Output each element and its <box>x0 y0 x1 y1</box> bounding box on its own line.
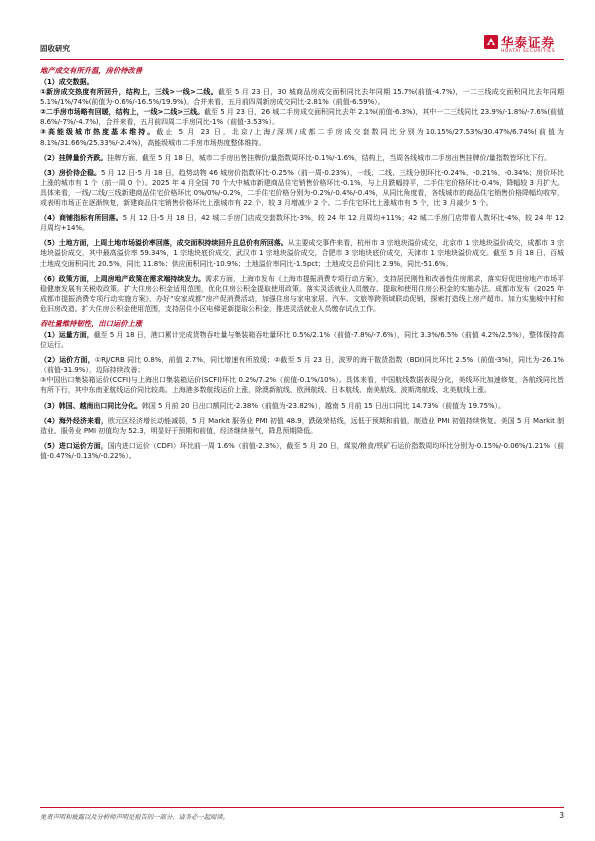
korea-vietnam-body: 韩国 5 月前 20 日出口额同比-2.38%（前值为-23.82%），越南 5 月前 15 日出口同比 14.73%（前值为 19.75%）。 <box>141 401 506 410</box>
freight-rates-lead: （2）运价方面， <box>40 356 95 365</box>
overseas-economy-body: 欧元区经济增长动能减弱，5 月 Markit 服务业 PMI 初值 48.9，跌破荣枯线，远低于预期和前值，制造业 PMI 初值持续恢复。美国 5 月 Markit 制造业、服务业 PMI 初值均为 52.3，明显好于预期和前值，经济继续景气，降息预期降低。 <box>40 416 565 435</box>
house-prices-lead: （3）房价待企稳。 <box>40 168 101 177</box>
item3-body: 截止 5 月 23 日，北京/上海/深圳/成都二手房成交套数同比分别为10.15%/27.53%/30.47%/6.74%(前值为 8.1%/31.66%/25.33%/-2.4%)，高能级城市二手房市场热度整体维持。 <box>40 128 564 147</box>
freight-rates-body-1: ①RJ/CRB 同比 0.8%，前值 2.7%，同比增速有所放缓；②截至 5 月 23 日，波罗的海干散货指数（BDI)同比环比 2.5%（前值-3%)，同比为-26.1%（前值-31.9%），边际持续改善； <box>40 356 565 375</box>
footer-disclaimer: 免责声明和披露以及分析师声明是报告的一部分，请务必一起阅读。 <box>40 814 229 821</box>
item1-body: 截至 5 月 23 日，30 城商品房成交面积同比去年同期 15.7%(前值-4.7%)，一二三线成交面积同比去年同期 5.1%/1%/74%(前值为-0.6%/-16.5%/19.9%)。合并来看，五月前四周新房成交同比-2.81%（前值-6.59%）。 <box>40 88 564 107</box>
volume-body: 截至 5 月 18 日，港口累计完成货物吞吐量与集装箱吞吐量环比 0.5%/2.1%（前值-7.8%/-7.6%），同比 3.3%/6.5%（前值 4.2%/2.5%），整体保持高位运行。 <box>40 330 565 350</box>
logo-mark-icon <box>484 35 498 49</box>
item2-lead: ②二手房市场略有回暖，结构上，一线>二线>三线。 <box>40 108 205 117</box>
store-metrics-body: 5 月 12 日-5 月 18 日，42 城二手房门店成交套数环比-3%，较 24 年 12 月周均+11%；42 城二手房门店带看人数环比-4%，较 24 年 12 月周均+14%。 <box>40 214 564 233</box>
paragraph-import-freight <box>40 441 564 461</box>
house-prices-body: 5 月 12 日-5 月 18 日，趋势动物 46 城房价指数环比-0.25%（前一周-0.23%），一线、二线、三线分别环比-0.24%、-0.21%、-0.34%；房价环比上涨的城市有 1 个（前一周 0 个）。2025 年 4 月全国 70 个大中城市新建商品住宅销售价格环比-0.1%，与上月跌幅持平，二手住宅价格环比-0.4%，降幅较 3 月扩大。具体来看，一线/二线/三线新建商品住宅价格环比 0%/0%/-0.2%，二手住宅价格分别为-0.2%/-0.4%/-0.4%，从同比角度看，各线城市的商品住宅销售价格降幅均收窄，或表明市场正在逐渐恢复，新建商品住宅销售价格环比上涨城市有 22 个，较 3 月增减少 2 个。二手住宅环比上涨城市有 5 个，比 3 月减少 5 个。 <box>40 168 564 208</box>
report-category-tag: 固收研究 <box>40 44 70 53</box>
store-metrics-lead: （4）商铺指标有所回落。 <box>40 214 123 223</box>
land-body: 从主要成交事件来看，杭州市 3 宗地块溢价成交，北京市 1 宗地块溢价成交，成都市 3 宗地块溢价成交，其中最高溢价率 59.34%，1 宗地块底价成交，武汉市 1 宗地块溢价成交，合肥市 3 宗地块底价成交，天津市 1 宗地块溢价成交。截至 5 月 18 日，百城土地成交面积同比 20.5%，同比 11.8%；供应面积同比-10.9%；土地溢价率同比-1.5pct；土地成交总价同比 2.9%，同比-51.6%。 <box>40 239 564 268</box>
paragraph-transaction-data <box>40 77 564 148</box>
paragraph-listings <box>40 153 564 163</box>
paragraph-policy <box>40 274 564 314</box>
logo-chinese-name: 华泰证券 <box>501 35 556 50</box>
paragraph-korea-vietnam <box>40 401 564 411</box>
section-title-shipping: 吞吐量维持韧性，出口运价上涨 <box>40 318 143 328</box>
freight-rates-body-2: ③中国出口集装箱运价(CCFI)与上海出口集装箱运价(SCFI)环比 0.2%/7.2%（前值-0.1%/10%）。具体来看，中国航线数据表现分化，美线环比加速修复，各航线同比皆有所下行，其中东南亚航线运价同比较高。上海港多数航线运价上涨，除澳新航线、欧洲航线、日本航线、南美航线、波斯湾航线、北美航线上涨。 <box>40 376 564 395</box>
subheading-transaction-data: （1）成交数据。 <box>40 78 94 86</box>
volume-lead: （1）运量方面， <box>40 330 94 339</box>
paragraph-house-prices <box>40 168 564 208</box>
item2-body: 截至 5 月 23 日，26 城二手房成交面积同比去年 2.1%(前值-6.3%)，其中一二三线同比 23.9%/-1.8%/-7.6%(前值 8.6%/-7%/-4.7%)，合并来看，五月前四周二手房同比-1%（前值-3.53%）。 <box>40 108 564 127</box>
item3-lead: ③高能级城市热度基本维持。 <box>40 128 157 137</box>
listings-body: 挂牌方面，截至 5 月 18 日，城市二手房出售挂牌价/量指数周环比-0.1%/-1.6%，结构上，当周各线城市二手房出售挂牌价/量指数皆环比下行。 <box>107 153 552 162</box>
listings-lead: （2）挂牌量价齐跌。 <box>40 153 108 162</box>
footer-divider <box>40 807 564 808</box>
page-number: 3 <box>559 811 564 820</box>
report-body <box>40 66 564 466</box>
item1-lead: ①新房成交热度有所回升，结构上，三线>一线>二线。 <box>40 88 218 97</box>
logo-english-name: HUATAI SECURITIES <box>501 49 556 54</box>
policy-lead: （6）政策方面，上周房地产政策在需求端持续发力。 <box>40 274 206 283</box>
paragraph-land <box>40 238 564 268</box>
paragraph-freight-rates <box>40 355 564 395</box>
paragraph-overseas-economy <box>40 416 564 436</box>
paragraph-store-metrics <box>40 213 564 233</box>
paragraph-volume <box>40 330 564 350</box>
import-freight-lead: （5）进口运价方面， <box>40 441 108 450</box>
company-logo <box>484 33 564 57</box>
import-freight-body: 国内进口运价（CDFI）环比前一周 1.6%（前值-2.3%），截至 5 月 20 日，煤炭/粮食/铁矿石运价指数周均环比分别为-0.15%/-0.06%/1.21%（前值-0.47%/-0.13%/-0.22%）。 <box>40 441 565 460</box>
korea-vietnam-lead: （3）韩国、越南出口同比分化。 <box>40 401 142 410</box>
land-lead: （5）土地方面，上周土地市场溢价率回落，成交面积持续回升且总价有所回落。 <box>40 239 288 248</box>
header-divider <box>40 59 564 60</box>
section-title-property: 地产成交有所升温，房价待改善 <box>40 66 143 75</box>
policy-body: 需求方面，上海市发布《上海市提振消费专项行动方案》，支持居民刚性和改善性住房需求，落实好促进房地产市场平稳健康发展有关税收政策。扩大住房公积金适用范围，优化住房公积金提取使用政策。落实灵活就业人员缴存、提取和使用住房公积金的实施办法。成都市发布《2025 年成都市提振消费专项行动实施方案》，办好“安家成都”房产促消费活动，加强住房与家电家居、汽车、文旅等跨领域联动促销，探索打造线上房产超市。加力实施城中村和危旧房改造。扩大住房公积金使用范围，支持居住小区电梯更新提取公积金，推进灵活就业人员缴存试点工作。 <box>40 274 564 313</box>
overseas-economy-lead: （4）海外经济来看， <box>40 416 108 425</box>
